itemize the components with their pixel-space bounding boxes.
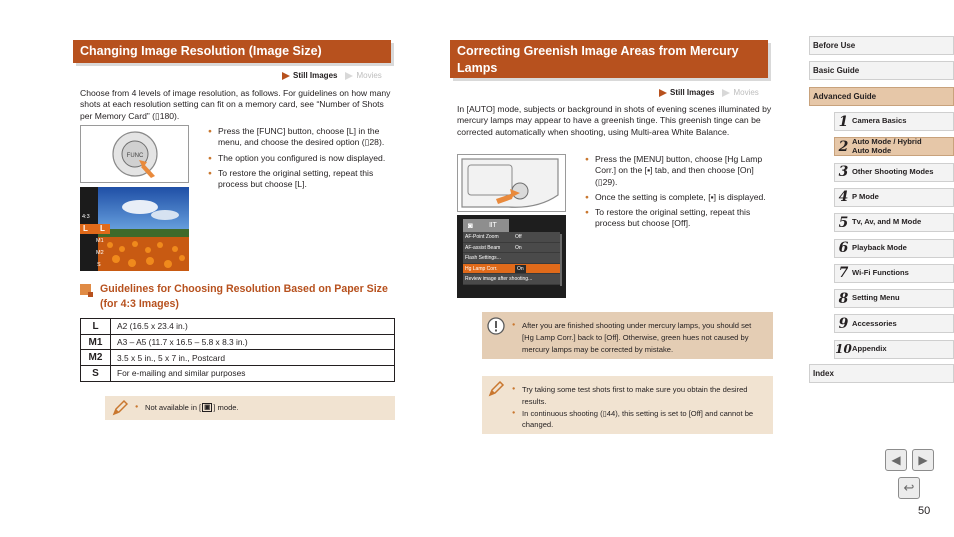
chapter-number: 8 [838,290,849,307]
table-row [81,319,395,335]
triangle-icon [282,72,290,80]
right-step-2: ● Once the setting is complete, [▪] is displayed. [585,192,775,203]
chapter-number: 1 [838,113,849,130]
tab-movies: Movies [722,88,758,97]
menu-row [463,264,560,275]
chapter-label: Accessories [852,318,897,328]
screen-menu-m2: M2 [96,250,104,256]
tab-still-images: Still Images [282,71,337,80]
nav-index[interactable]: Index [809,364,954,383]
resolution-desc: 3.5 x 5 in., 5 x 7 in., Postcard [111,350,395,366]
shooting-menu-screen [457,215,566,298]
resolution-desc: For e-mailing and similar purposes [111,366,395,382]
subhead-square-icon [80,284,91,295]
menu-button-illustration [457,154,566,212]
left-intro: Choose from 4 levels of image resolution, as follows. For guidelines on how many shots at each resolution setting can fit on a memory card, see “Number of Shots per Memory Card” (▯180). [80,88,391,121]
screen-menu-l-selected: L [100,224,105,233]
func-dial-icon [81,126,188,182]
nav-chapter-3[interactable] [834,163,954,182]
screen-menu-l: L [83,224,88,233]
right-mode-tabs [659,88,759,97]
caution-icon [487,317,505,335]
menu-row-value: Off [515,234,522,240]
left-step-2: ● The option you configured is now displayed. [208,153,394,164]
chapter-label: Camera Basics [852,116,907,126]
menu-row-value: On [515,244,522,251]
nav-chapter-2[interactable] [834,137,954,156]
pencil-icon [111,399,129,417]
func-button-illustration [80,125,189,183]
return-button[interactable] [898,477,920,499]
screen-menu-s: S [97,262,101,268]
page-number: 50 [918,505,931,517]
pencil-icon [487,380,505,398]
nav-basic-guide[interactable]: Basic Guide [809,61,954,80]
chapter-label: Other Shooting Modes [852,166,934,176]
nav-chapter-10[interactable] [834,340,954,359]
menu-row-name: Flash Settings... [465,255,501,261]
chapter-number: 6 [838,240,849,256]
chapter-number: 3 [838,164,849,181]
tab-still-images: Still Images [659,88,714,97]
resolution-guidelines-heading: Guidelines for Choosing Resolution Based on Paper Size (for 4:3 Images) [100,283,388,310]
menu-row [463,274,560,285]
left-note-box [105,396,395,420]
right-intro: In [AUTO] mode, subjects or background in shots of evening scenes illuminated by mercury lamps may appear to have a greenish tinge. This greenish tinge can be corrected automatically when shooting, using Multi-area White Balance. [457,104,772,137]
nav-advanced-guide[interactable]: Advanced Guide [809,87,954,106]
right-note-2: ● In continuous shooting (▯44), this setting is set to [Off] and cannot be changed. [512,408,763,432]
chapter-label: Wi-Fi Functions [852,268,909,278]
tab-movies: Movies [345,71,381,80]
nav-chapter-5[interactable] [834,213,954,232]
right-section-header: Correcting Greenish Image Areas from Mercury Lamps [450,40,768,78]
screen-menu-m1: M1 [96,238,104,244]
resolution-m1-icon: M1 [81,334,111,350]
menu-row-name: AF-assist Beam [465,244,501,251]
chapter-number: 5 [838,214,849,231]
chapter-number: 4 [838,189,849,206]
resolution-desc: A2 (16.5 x 23.4 in.) [111,319,395,335]
right-steps [585,154,775,234]
right-step-3: ● To restore the original setting, repeat this process but choose [Off]. [585,207,775,230]
nav-chapter-7[interactable] [834,264,954,283]
chapter-label: Tv, Av, and M Mode [852,217,922,227]
prev-page-button[interactable] [885,449,907,471]
screen-menu-4-3: 4:3 [82,214,90,220]
menu-row-name: Review image after shooting... [465,276,533,282]
left-note-text: ● Not available in [ ▣ ] mode. [135,402,395,414]
resolution-m2-icon: M2 [81,350,111,366]
nav-chapter-9[interactable] [834,314,954,333]
nav-before-use[interactable]: Before Use [809,36,954,55]
chapter-number: 7 [838,265,849,282]
chapter-label: Appendix [852,343,887,353]
menu-row-name: AF-Point Zoom [465,234,499,240]
resolution-desc: A3 – A5 (11.7 x 16.5 – 5.8 x 8.3 in.) [111,334,395,350]
table-row [81,366,395,382]
flower-photo [80,187,189,271]
menu-row-value: On [517,265,524,272]
left-step-1: ● Press the [FUNC] button, choose [L] in the menu, and choose the desired option (▯28). [208,126,394,149]
nav-chapter-1[interactable] [834,112,954,131]
arrow-left-icon: ◀ [891,453,901,467]
triangle-icon [345,72,353,80]
next-page-button[interactable] [912,449,934,471]
resolution-l-icon: L [81,319,111,335]
camera-back-icon [458,155,565,211]
tools-tab-icon: ⅡT [489,222,497,229]
chapter-label: Playback Mode [852,242,907,252]
resolution-table [80,318,395,382]
table-row [81,334,395,350]
triangle-icon [659,89,667,97]
menu-row [463,253,560,264]
right-note-box [482,376,773,434]
chapter-label: Setting Menu [852,293,900,303]
nav-chapter-8[interactable] [834,289,954,308]
triangle-icon [722,89,730,97]
left-mode-tabs [282,71,382,80]
nav-chapter-4[interactable] [834,188,954,207]
chapter-number: 9 [838,315,849,332]
menu-row-name: Hg Lamp Corr. [465,265,498,272]
chapter-label: Auto Mode / Hybrid Auto Mode [852,137,922,155]
left-section-header: Changing Image Resolution (Image Size) [73,40,391,63]
menu-list [463,232,560,285]
menu-tab-bar [463,219,509,232]
table-row [81,350,395,366]
right-step-1: ● Press the [MENU] button, choose [Hg Lamp Corr.] on the [▪] tab, and then choose [On] (▯29). [585,154,775,188]
chapter-label: P Mode [852,192,879,202]
left-step-3: ● To restore the original setting, repeat this process but choose [L]. [208,168,394,191]
camera-tab-icon: ◙ [468,221,473,230]
menu-row [463,232,560,243]
chapter-number: 10 [835,342,852,357]
chapter-number: 2 [838,138,849,155]
scene-mode-icon: ▣ [204,404,211,411]
menu-scrollbar [560,234,562,286]
return-arrow-icon: ↩ [903,480,915,495]
resolution-s-icon: S [81,366,111,382]
resolution-screen-illustration [80,187,189,271]
svg-text:FUNC: FUNC [126,153,144,159]
caution-box [482,312,773,359]
nav-chapter-6[interactable] [834,239,954,258]
left-steps [208,126,394,194]
arrow-right-icon: ▶ [918,453,928,467]
menu-row [463,243,560,254]
caution-text: ● After you are finished shooting under mercury lamps, you should set [Hg Lamp Corr.] back to [Off]. Otherwise, green hues not caused by mercury lamps may be corrected by mistake. [512,320,763,355]
right-note-1: ● Try taking some test shots first to make sure you obtain the desired results. [512,384,763,408]
